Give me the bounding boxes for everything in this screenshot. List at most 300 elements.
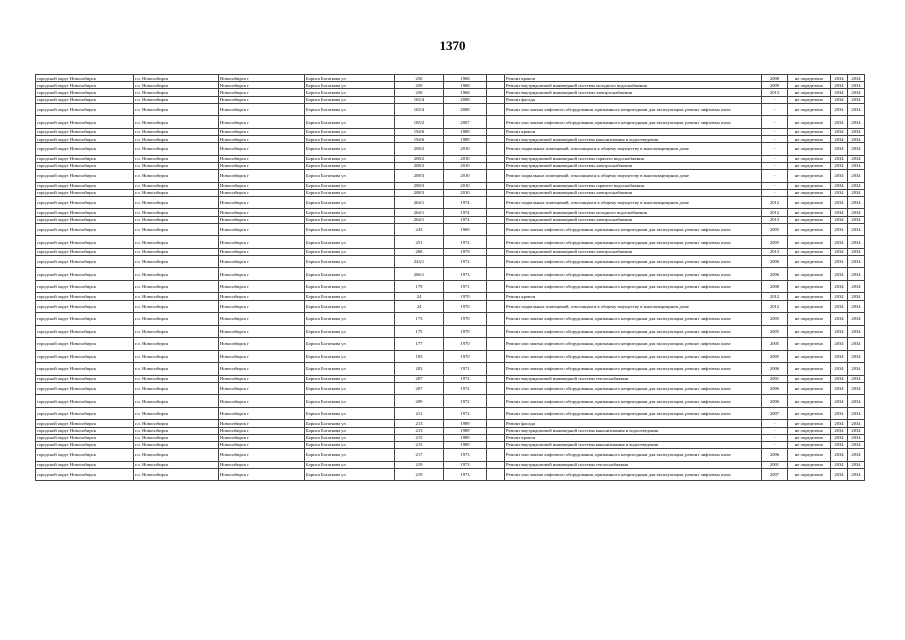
cell-district: городской округ Новосибирск (36, 82, 134, 89)
cell-district: городской округ Новосибирск (36, 216, 134, 223)
cell-plan-year-to: 2034 (848, 325, 865, 338)
cell-last-repair: 2012 (762, 209, 788, 216)
cell-last-repair: 2006 (762, 363, 788, 376)
cell-plan-year-to: 2034 (848, 216, 865, 223)
cell-category: не определено (788, 135, 831, 142)
cell-street: Бориса Богаткова ул (305, 395, 395, 408)
cell-last-repair: 2012 (762, 300, 788, 313)
cell-plan-year-to: 2034 (848, 155, 865, 162)
cell-plan-year-from: 2034 (831, 468, 848, 481)
cell-plan-year-from: 2034 (831, 350, 848, 363)
cell-build-year: 1970 (444, 313, 487, 326)
cell-house: 24 (395, 300, 444, 313)
cell-category: не определено (788, 395, 831, 408)
cell-build-year: 1970 (444, 293, 487, 300)
cell-category: не определено (788, 325, 831, 338)
cell-district: городской округ Новосибирск (36, 441, 134, 448)
cell-city: Новосибирск г (219, 434, 305, 441)
cell-empty (487, 420, 505, 427)
cell-category: не определено (788, 236, 831, 249)
table-row (36, 75, 865, 82)
cell-empty (487, 313, 505, 326)
cell-plan-year-from: 2034 (831, 103, 848, 116)
cell-house: 213 (395, 427, 444, 434)
cell-municipality: г.о. Новосибирск (134, 196, 219, 209)
cell-empty (487, 96, 505, 103)
cell-empty (487, 293, 505, 300)
cell-city: Новосибирск г (219, 338, 305, 351)
cell-city: Новосибирск г (219, 143, 305, 156)
cell-plan-year-to: 2034 (848, 89, 865, 96)
cell-work-type: Ремонт или замена лифтового оборудования, признанного непригодным для эксплуатации, ремонт лифтовых шахт (505, 313, 762, 326)
cell-empty (487, 255, 505, 268)
cell-house: 208/2 (395, 143, 444, 156)
cell-plan-year-from: 2034 (831, 427, 848, 434)
cell-house: 250 (395, 89, 444, 96)
cell-work-type: Ремонт или замена лифтового оборудования, признанного непригодным для эксплуатации, ремонт лифтовых шахт (505, 103, 762, 116)
cell-empty (487, 338, 505, 351)
cell-house: 264/1 (395, 216, 444, 223)
cell-build-year: 1973 (444, 468, 487, 481)
table-row (36, 155, 865, 162)
cell-build-year: 1972 (444, 382, 487, 395)
cell-last-repair: 2013 (762, 89, 788, 96)
cell-municipality: г.о. Новосибирск (134, 363, 219, 376)
cell-plan-year-from: 2034 (831, 325, 848, 338)
table-row (36, 313, 865, 326)
cell-last-repair: 2013 (762, 248, 788, 255)
cell-empty (487, 196, 505, 209)
cell-plan-year-from: 2034 (831, 236, 848, 249)
cell-work-type: Ремонт или замена лифтового оборудования, признанного непригодным для эксплуатации, ремонт лифтовых шахт (505, 116, 762, 129)
cell-city: Новосибирск г (219, 407, 305, 420)
cell-last-repair: 2012 (762, 293, 788, 300)
cell-plan-year-to: 2034 (848, 461, 865, 468)
cell-work-type: Ремонт фасада (505, 420, 762, 427)
cell-empty (487, 170, 505, 183)
cell-build-year: 1989 (444, 420, 487, 427)
cell-district: городской округ Новосибирск (36, 128, 134, 135)
cell-work-type: Ремонт подвальных помещений, относящихся к общему имуществу в многоквартирном доме (505, 143, 762, 156)
cell-plan-year-to: 2034 (848, 182, 865, 189)
cell-municipality: г.о. Новосибирск (134, 338, 219, 351)
cell-municipality: г.о. Новосибирск (134, 420, 219, 427)
cell-house: 250 (395, 82, 444, 89)
cell-municipality: г.о. Новосибирск (134, 461, 219, 468)
cell-category: не определено (788, 255, 831, 268)
cell-last-repair: - (762, 189, 788, 196)
cell-city: Новосибирск г (219, 441, 305, 448)
cell-district: городской округ Новосибирск (36, 449, 134, 462)
table-row (36, 128, 865, 135)
cell-district: городской округ Новосибирск (36, 350, 134, 363)
cell-last-repair: 2005 (762, 236, 788, 249)
cell-build-year: 1968 (444, 89, 487, 96)
cell-street: Бориса Богаткова ул (305, 300, 395, 313)
cell-empty (487, 350, 505, 363)
cell-category: не определено (788, 103, 831, 116)
cell-plan-year-to: 2034 (848, 116, 865, 129)
cell-street: Бориса Богаткова ул (305, 116, 395, 129)
cell-plan-year-from: 2034 (831, 449, 848, 462)
cell-empty (487, 216, 505, 223)
cell-municipality: г.о. Новосибирск (134, 248, 219, 255)
cell-empty (487, 248, 505, 255)
table-row (36, 461, 865, 468)
cell-house: 208/3 (395, 170, 444, 183)
cell-street: Бориса Богаткова ул (305, 434, 395, 441)
cell-category: не определено (788, 420, 831, 427)
cell-city: Новосибирск г (219, 128, 305, 135)
cell-district: городской округ Новосибирск (36, 338, 134, 351)
cell-city: Новосибирск г (219, 268, 305, 281)
table-row (36, 223, 865, 236)
cell-build-year: 1970 (444, 325, 487, 338)
cell-build-year: 1989 (444, 434, 487, 441)
cell-build-year: 1973 (444, 268, 487, 281)
cell-build-year: 2008 (444, 96, 487, 103)
cell-street: Бориса Богаткова ул (305, 189, 395, 196)
table-row (36, 363, 865, 376)
cell-build-year: 1971 (444, 363, 487, 376)
table-row (36, 209, 865, 216)
cell-category: не определено (788, 216, 831, 223)
cell-work-type: Ремонт или замена лифтового оборудования, признанного непригодным для эксплуатации, ремонт лифтовых шахт (505, 268, 762, 281)
cell-last-repair: 2012 (762, 196, 788, 209)
cell-plan-year-to: 2034 (848, 103, 865, 116)
cell-municipality: г.о. Новосибирск (134, 382, 219, 395)
cell-street: Бориса Богаткова ул (305, 375, 395, 382)
cell-work-type: Ремонт внутридомовой инженерной системы холодного водоснабжения (505, 82, 762, 89)
table-row (36, 116, 865, 129)
table-row (36, 468, 865, 481)
cell-municipality: г.о. Новосибирск (134, 375, 219, 382)
cell-last-repair: 2005 (762, 325, 788, 338)
cell-city: Новосибирск г (219, 313, 305, 326)
cell-street: Бориса Богаткова ул (305, 427, 395, 434)
cell-district: городской округ Новосибирск (36, 280, 134, 293)
table-row (36, 325, 865, 338)
cell-plan-year-from: 2034 (831, 268, 848, 281)
cell-city: Новосибирск г (219, 116, 305, 129)
cell-build-year: 1973 (444, 461, 487, 468)
cell-district: городской округ Новосибирск (36, 293, 134, 300)
cell-work-type: Ремонт или замена лифтового оборудования, признанного непригодным для эксплуатации, ремонт лифтовых шахт (505, 223, 762, 236)
cell-work-type: Ремонт или замена лифтового оборудования, признанного непригодным для эксплуатации, ремонт лифтовых шахт (505, 350, 762, 363)
cell-last-repair: - (762, 143, 788, 156)
cell-street: Бориса Богаткова ул (305, 143, 395, 156)
cell-municipality: г.о. Новосибирск (134, 427, 219, 434)
cell-street: Бориса Богаткова ул (305, 363, 395, 376)
page-number: 1370 (439, 38, 466, 53)
cell-house: 208/2 (395, 155, 444, 162)
cell-street: Бориса Богаткова ул (305, 382, 395, 395)
cell-street: Бориса Богаткова ул (305, 89, 395, 96)
cell-plan-year-to: 2034 (848, 293, 865, 300)
cell-empty (487, 382, 505, 395)
cell-street: Бориса Богаткова ул (305, 325, 395, 338)
cell-district: городской округ Новосибирск (36, 268, 134, 281)
cell-district: городской округ Новосибирск (36, 461, 134, 468)
cell-district: городской округ Новосибирск (36, 248, 134, 255)
cell-empty (487, 143, 505, 156)
cell-house: 264/1 (395, 209, 444, 216)
cell-street: Бориса Богаткова ул (305, 338, 395, 351)
cell-city: Новосибирск г (219, 196, 305, 209)
cell-municipality: г.о. Новосибирск (134, 103, 219, 116)
cell-plan-year-from: 2034 (831, 209, 848, 216)
cell-work-type: Ремонт внутридомовой инженерной системы канализования и водоотведения (505, 441, 762, 448)
cell-city: Новосибирск г (219, 468, 305, 481)
cell-empty (487, 427, 505, 434)
cell-work-type: Ремонт кровли (505, 128, 762, 135)
cell-municipality: г.о. Новосибирск (134, 293, 219, 300)
cell-district: городской округ Новосибирск (36, 75, 134, 82)
cell-category: не определено (788, 116, 831, 129)
cell-last-repair: 2006 (762, 268, 788, 281)
cell-empty (487, 223, 505, 236)
repair-schedule-table (35, 74, 865, 481)
cell-empty (487, 461, 505, 468)
table-row (36, 143, 865, 156)
cell-house: 250 (395, 75, 444, 82)
cell-build-year: 2010 (444, 189, 487, 196)
cell-empty (487, 407, 505, 420)
cell-empty (487, 434, 505, 441)
cell-empty (487, 441, 505, 448)
cell-district: городской округ Новосибирск (36, 223, 134, 236)
cell-house: 266/1 (395, 268, 444, 281)
cell-plan-year-to: 2034 (848, 143, 865, 156)
cell-municipality: г.о. Новосибирск (134, 434, 219, 441)
cell-street: Бориса Богаткова ул (305, 209, 395, 216)
cell-empty (487, 155, 505, 162)
cell-plan-year-to: 2034 (848, 441, 865, 448)
table-row (36, 236, 865, 249)
cell-build-year: 1972 (444, 236, 487, 249)
cell-build-year: 1989 (444, 135, 487, 142)
cell-last-repair: - (762, 434, 788, 441)
cell-last-repair: 2008 (762, 75, 788, 82)
cell-category: не определено (788, 143, 831, 156)
cell-build-year: 1972 (444, 407, 487, 420)
cell-category: не определено (788, 461, 831, 468)
cell-last-repair: 2005 (762, 313, 788, 326)
cell-city: Новосибирск г (219, 461, 305, 468)
cell-work-type: Ремонт внутридомовой инженерной системы электроснабжения (505, 189, 762, 196)
cell-empty (487, 300, 505, 313)
cell-category: не определено (788, 96, 831, 103)
cell-work-type: Ремонт внутридомовой инженерной системы канализования и водоотведения (505, 427, 762, 434)
table-row (36, 407, 865, 420)
cell-build-year: 2010 (444, 170, 487, 183)
cell-category: не определено (788, 350, 831, 363)
cell-empty (487, 182, 505, 189)
cell-last-repair: - (762, 96, 788, 103)
cell-plan-year-to: 2034 (848, 313, 865, 326)
cell-city: Новосибирск г (219, 89, 305, 96)
cell-last-repair: - (762, 103, 788, 116)
cell-plan-year-to: 2034 (848, 255, 865, 268)
cell-street: Бориса Богаткова ул (305, 103, 395, 116)
cell-work-type: Ремонт кровли (505, 434, 762, 441)
cell-empty (487, 468, 505, 481)
cell-plan-year-from: 2034 (831, 248, 848, 255)
cell-city: Новосибирск г (219, 427, 305, 434)
cell-district: городской округ Новосибирск (36, 255, 134, 268)
cell-plan-year-to: 2034 (848, 96, 865, 103)
cell-work-type: Ремонт внутридомовой инженерной системы холодного водоснабжения (505, 209, 762, 216)
cell-house: 243/1 (395, 255, 444, 268)
cell-plan-year-to: 2034 (848, 128, 865, 135)
cell-plan-year-to: 2034 (848, 363, 865, 376)
cell-empty (487, 449, 505, 462)
cell-district: городской округ Новосибирск (36, 375, 134, 382)
cell-district: городской округ Новосибирск (36, 427, 134, 434)
table-row (36, 216, 865, 223)
cell-category: не определено (788, 189, 831, 196)
cell-plan-year-to: 2034 (848, 449, 865, 462)
cell-city: Новосибирск г (219, 255, 305, 268)
cell-build-year: 1972 (444, 395, 487, 408)
cell-municipality: г.о. Новосибирск (134, 313, 219, 326)
table-row (36, 268, 865, 281)
cell-plan-year-to: 2034 (848, 196, 865, 209)
cell-house: 165/4 (395, 103, 444, 116)
cell-municipality: г.о. Новосибирск (134, 216, 219, 223)
cell-district: городской округ Новосибирск (36, 196, 134, 209)
table-row (36, 427, 865, 434)
cell-city: Новосибирск г (219, 382, 305, 395)
table-row (36, 189, 865, 196)
cell-house: 215 (395, 441, 444, 448)
cell-last-repair: - (762, 441, 788, 448)
cell-municipality: г.о. Новосибирск (134, 182, 219, 189)
cell-plan-year-from: 2034 (831, 313, 848, 326)
cell-plan-year-to: 2034 (848, 280, 865, 293)
cell-plan-year-to: 2034 (848, 162, 865, 169)
table-row (36, 449, 865, 462)
cell-house: 185/2 (395, 116, 444, 129)
cell-plan-year-from: 2034 (831, 293, 848, 300)
cell-municipality: г.о. Новосибирск (134, 189, 219, 196)
cell-build-year: 1989 (444, 427, 487, 434)
cell-municipality: г.о. Новосибирск (134, 236, 219, 249)
cell-district: городской округ Новосибирск (36, 170, 134, 183)
cell-street: Бориса Богаткова ул (305, 468, 395, 481)
cell-district: городской округ Новосибирск (36, 96, 134, 103)
cell-city: Новосибирск г (219, 170, 305, 183)
cell-work-type: Ремонт или замена лифтового оборудования, признанного непригодным для эксплуатации, ремонт лифтовых шахт (505, 255, 762, 268)
cell-category: не определено (788, 468, 831, 481)
cell-plan-year-from: 2034 (831, 338, 848, 351)
cell-municipality: г.о. Новосибирск (134, 96, 219, 103)
table-row (36, 293, 865, 300)
cell-work-type: Ремонт внутридомовой инженерной системы теплоснабжения (505, 375, 762, 382)
cell-category: не определено (788, 427, 831, 434)
cell-empty (487, 128, 505, 135)
cell-city: Новосибирск г (219, 189, 305, 196)
cell-build-year: 1979 (444, 248, 487, 255)
cell-house: 175 (395, 325, 444, 338)
cell-plan-year-from: 2034 (831, 135, 848, 142)
cell-last-repair: 2005 (762, 338, 788, 351)
cell-build-year: 2010 (444, 182, 487, 189)
cell-house: 243 (395, 223, 444, 236)
cell-city: Новосибирск г (219, 395, 305, 408)
cell-build-year: 1974 (444, 196, 487, 209)
cell-last-repair: - (762, 170, 788, 183)
cell-category: не определено (788, 280, 831, 293)
cell-street: Бориса Богаткова ул (305, 407, 395, 420)
cell-plan-year-from: 2034 (831, 75, 848, 82)
cell-plan-year-from: 2034 (831, 223, 848, 236)
table-row (36, 382, 865, 395)
cell-empty (487, 280, 505, 293)
cell-municipality: г.о. Новосибирск (134, 143, 219, 156)
table-row (36, 135, 865, 142)
cell-district: городской округ Новосибирск (36, 155, 134, 162)
cell-empty (487, 189, 505, 196)
cell-city: Новосибирск г (219, 182, 305, 189)
cell-house: 173 (395, 313, 444, 326)
cell-district: городской округ Новосибирск (36, 434, 134, 441)
cell-house: 203 (395, 363, 444, 376)
cell-plan-year-from: 2034 (831, 395, 848, 408)
cell-street: Бориса Богаткова ул (305, 223, 395, 236)
cell-category: не определено (788, 182, 831, 189)
cell-empty (487, 82, 505, 89)
cell-municipality: г.о. Новосибирск (134, 325, 219, 338)
cell-municipality: г.о. Новосибирск (134, 82, 219, 89)
cell-work-type: Ремонт кровли (505, 293, 762, 300)
cell-house: 217 (395, 449, 444, 462)
cell-district: городской округ Новосибирск (36, 468, 134, 481)
cell-category: не определено (788, 82, 831, 89)
cell-work-type: Ремонт внутридомовой инженерной системы горячего водоснабжения (505, 155, 762, 162)
cell-house: 209 (395, 395, 444, 408)
cell-last-repair: 2006 (762, 395, 788, 408)
cell-district: городской округ Новосибирск (36, 143, 134, 156)
cell-last-repair: 2006 (762, 255, 788, 268)
cell-street: Бориса Богаткова ул (305, 75, 395, 82)
cell-city: Новосибирск г (219, 96, 305, 103)
table-row (36, 300, 865, 313)
cell-last-repair: 2013 (762, 216, 788, 223)
cell-category: не определено (788, 209, 831, 216)
cell-street: Бориса Богаткова ул (305, 280, 395, 293)
cell-city: Новосибирск г (219, 280, 305, 293)
table-body (36, 75, 865, 481)
cell-city: Новосибирск г (219, 325, 305, 338)
cell-work-type: Ремонт или замена лифтового оборудования, признанного непригодным для эксплуатации, ремонт лифтовых шахт (505, 236, 762, 249)
cell-city: Новосибирск г (219, 300, 305, 313)
cell-category: не определено (788, 407, 831, 420)
cell-build-year: 2008 (444, 103, 487, 116)
table-row (36, 196, 865, 209)
cell-work-type: Ремонт подвальных помещений, относящихся к общему имуществу в многоквартирном доме (505, 196, 762, 209)
cell-plan-year-to: 2034 (848, 300, 865, 313)
cell-city: Новосибирск г (219, 449, 305, 462)
cell-street: Бориса Богаткова ул (305, 293, 395, 300)
table-row (36, 375, 865, 382)
cell-city: Новосибирск г (219, 75, 305, 82)
cell-empty (487, 325, 505, 338)
cell-city: Новосибирск г (219, 135, 305, 142)
cell-street: Бориса Богаткова ул (305, 313, 395, 326)
cell-build-year: 1974 (444, 209, 487, 216)
cell-last-repair: 2005 (762, 223, 788, 236)
